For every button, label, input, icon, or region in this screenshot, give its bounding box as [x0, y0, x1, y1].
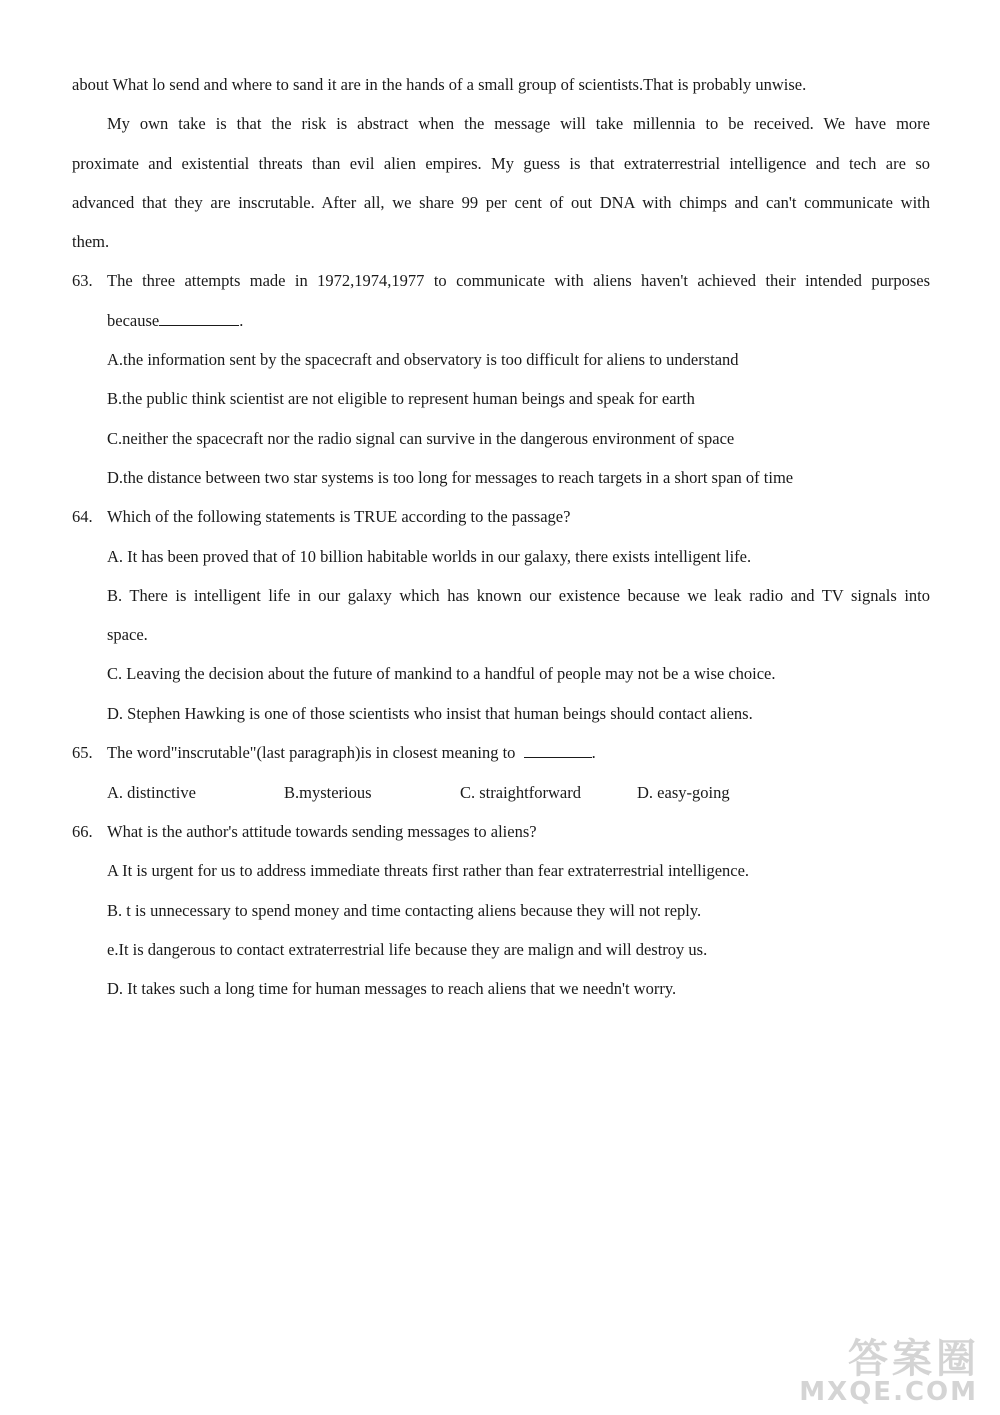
option-b: B.the public think scientist are not eligible to represent human beings and speak for earth	[107, 389, 695, 408]
question-stem: The word"inscrutable"(last paragraph)is in closest meaning to	[107, 743, 516, 762]
question-number: 64.	[72, 507, 93, 526]
stem-end: .	[591, 743, 596, 762]
option-c: C.neither the spacecraft nor the radio signal can survive in the dangerous environment of space	[107, 429, 735, 448]
question-number: 63.	[72, 271, 93, 290]
question-stem-text: because	[107, 311, 160, 330]
question-stem: What is the author's attitude towards sending messages to aliens?	[107, 822, 537, 841]
passage-line: My own take is that the risk is abstract when the message will take millennia to be received. We have more	[107, 114, 930, 133]
option-c: e.It is dangerous to contact extraterrestrial life because they are malign and will destroy us.	[107, 940, 708, 959]
option-b: B. t is unnecessary to spend money and time contacting aliens because they will not reply.	[107, 901, 702, 920]
option-b: B. There is intelligent life in our galaxy which has known our existence because we leak radio and TV signals into	[107, 586, 930, 605]
passage-line: advanced that they are inscrutable. After all, we share 99 per cent of out DNA with chimps and can't communicate with	[72, 193, 930, 212]
question-number: 65.	[72, 743, 93, 762]
option-b-continued: space.	[107, 625, 148, 644]
stem-end: .	[239, 311, 244, 330]
passage-line: proximate and existential threats than evil alien empires. My guess is that extraterrestrial intelligence and tech are so	[72, 154, 930, 173]
option-b: B.mysterious	[284, 783, 372, 802]
watermark-logo	[790, 1327, 980, 1407]
option-d: D. Stephen Hawking is one of those scientists who insist that human beings should contact aliens.	[107, 704, 753, 723]
question-stem: The three attempts made in 1972,1974,1977 to communicate with aliens haven't achieved their intended purposes	[107, 271, 930, 290]
answer-blank	[524, 743, 592, 758]
option-a: A.the information sent by the spacecraft and observatory is too difficult for aliens to understand	[107, 350, 739, 369]
option-a: A It is urgent for us to address immediate threats first rather than fear extraterrestrial intelligence.	[107, 861, 750, 880]
answer-blank	[159, 311, 239, 326]
option-d: D.the distance between two star systems is too long for messages to reach targets in a short span of time	[107, 468, 794, 487]
option-d: D. easy-going	[637, 783, 730, 802]
question-number: 66.	[72, 822, 93, 841]
option-d: D. It takes such a long time for human messages to reach aliens that we needn't worry.	[107, 979, 677, 998]
question-stem: Which of the following statements is TRUE according to the passage?	[107, 507, 571, 526]
question-stem-continued	[107, 311, 243, 331]
passage-line: them.	[72, 232, 110, 251]
option-a: A. It has been proved that of 10 billion habitable worlds in our galaxy, there exists intelligent life.	[107, 547, 752, 566]
watermark-title: 答案圈	[848, 1336, 980, 1382]
watermark-url: MXQE.COM	[799, 1377, 978, 1407]
option-a: A. distinctive	[107, 783, 196, 802]
passage-line: about What lo send and where to sand it are in the hands of a small group of scientists.That is probably unwise.	[72, 75, 807, 94]
option-c: C. straightforward	[460, 783, 581, 802]
option-c: C. Leaving the decision about the future of mankind to a handful of people may not be a wise choice.	[107, 664, 776, 683]
